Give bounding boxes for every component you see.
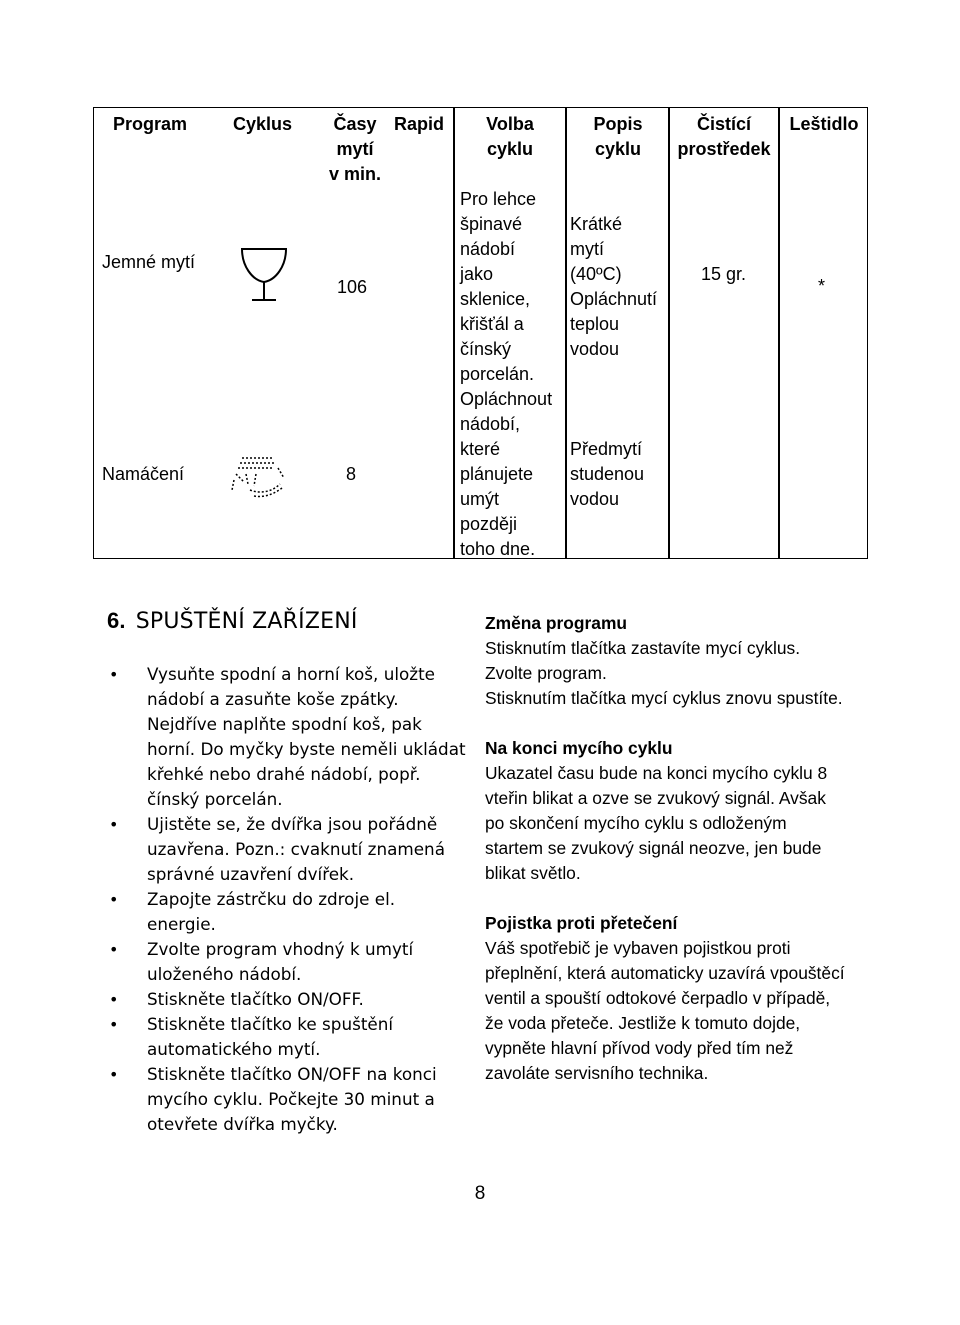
right-column bbox=[485, 611, 845, 1086]
pojistka-heading: Pojistka proti přetečení bbox=[485, 913, 678, 933]
bullet-icon: • bbox=[109, 815, 119, 834]
bullet-icon: • bbox=[109, 1015, 119, 1034]
list-item: • Vysuňte spodní a horní koš, uložte nádobí a zasuňte koše zpátky. Nejdříve naplňte spodní koš, pak horní. Do myčky byste neměli ukládat křehké nebo drahé nádobí, popř. čínský porcelán. bbox=[109, 664, 466, 809]
header-program: Program bbox=[113, 114, 188, 134]
konec-heading: Na konci mycího cyklu bbox=[485, 738, 673, 758]
row-minutes: 8 bbox=[346, 464, 357, 484]
table-divider bbox=[668, 108, 670, 558]
header-cyklus: Cyklus bbox=[233, 114, 293, 134]
header-popis: Popis cyklu bbox=[593, 114, 643, 159]
header-lestidlo: Leštidlo bbox=[789, 114, 859, 134]
row-minutes: 106 bbox=[337, 277, 368, 297]
bullet-icon: • bbox=[109, 940, 119, 959]
zmena-text-1: Stisknutím tlačítka zastavíte mycí cyklus. Zvolte program. bbox=[485, 638, 801, 683]
list-item: • Zapojte zástrčku do zdroje el. energie. bbox=[109, 889, 396, 934]
table-divider bbox=[778, 108, 780, 558]
page-number: 8 bbox=[474, 1183, 486, 1204]
list-item: • Zvolte program vhodný k umytí uloženého nádobí. bbox=[109, 939, 414, 984]
zmena-text-2: Stisknutím tlačítka mycí cyklus znovu spustíte. bbox=[485, 688, 843, 708]
list-item: • Stiskněte tlačítko ON/OFF na konci mycího cyklu. Počkejte 30 minut a otevřete dvířka myčky. bbox=[109, 1064, 437, 1134]
section-title bbox=[107, 606, 358, 637]
wine-glass-icon bbox=[234, 244, 294, 304]
table-divider bbox=[453, 108, 455, 558]
row-program: Jemné mytí bbox=[102, 252, 196, 272]
row-volba: Pro lehce špinavé nádobí jako sklenice, křišťál a čínský porcelán. bbox=[460, 189, 537, 384]
bullet-icon: • bbox=[109, 990, 119, 1009]
row-program: Namáčení bbox=[102, 464, 185, 484]
bullet-icon: • bbox=[109, 1065, 119, 1084]
row-cistici: 15 gr. bbox=[701, 264, 747, 284]
row-volba: Opláchnout nádobí, které plánujete umýt později toho dne. bbox=[460, 389, 553, 559]
header-rapid: Rapid bbox=[394, 114, 445, 134]
row-popis: Předmytí studenou vodou bbox=[570, 439, 645, 509]
header-casy: Časy mytí v min. bbox=[328, 114, 381, 184]
program-table bbox=[93, 107, 868, 559]
table-divider bbox=[565, 108, 567, 558]
list-item: • Ujistěte se, že dvířka jsou pořádně uzavřena. Pozn.: cvaknutí znamená správné uzavření dvířek. bbox=[109, 814, 445, 884]
header-cistici: Čistící prostředek bbox=[677, 114, 771, 159]
bullet-icon: • bbox=[109, 665, 119, 684]
zmena-heading: Změna programu bbox=[485, 613, 628, 633]
konec-text: Ukazatel času bude na konci mycího cyklu 8 vteřin blikat a ozve se zvukový signál. Avšak po skončení mycího cyklu s odloženým startem se zvukový signál neozve, jen bude blikat světlo. bbox=[485, 763, 828, 883]
section-title-text: SPUŠTĚNÍ ZAŘÍZENÍ bbox=[135, 609, 358, 634]
section-number: 6. bbox=[107, 608, 126, 633]
pojistka-text: Váš spotřebič je vybaven pojistkou proti přeplnění, která automaticky uzavírá vpouštěcí ventil a spouští odtokové čerpadlo v případě, že voda přeteče. Jestliže k tomuto dojde, vypněte hlavní přívod vody před tím než zavoláte servisního technika. bbox=[485, 938, 845, 1083]
instruction-list bbox=[107, 662, 467, 1137]
bullet-icon: • bbox=[109, 890, 119, 909]
header-volba: Volba cyklu bbox=[486, 114, 534, 159]
list-item: • Stiskněte tlačítko ON/OFF. bbox=[107, 987, 467, 1012]
list-item: • Stiskněte tlačítko ke spuštění automatického mytí. bbox=[109, 1014, 394, 1059]
spray-rinse-icon bbox=[230, 454, 294, 500]
row-popis: Krátké mytí (40ºC) Opláchnutí teplou vodou bbox=[570, 214, 658, 359]
row-lestidlo: * bbox=[818, 276, 826, 296]
